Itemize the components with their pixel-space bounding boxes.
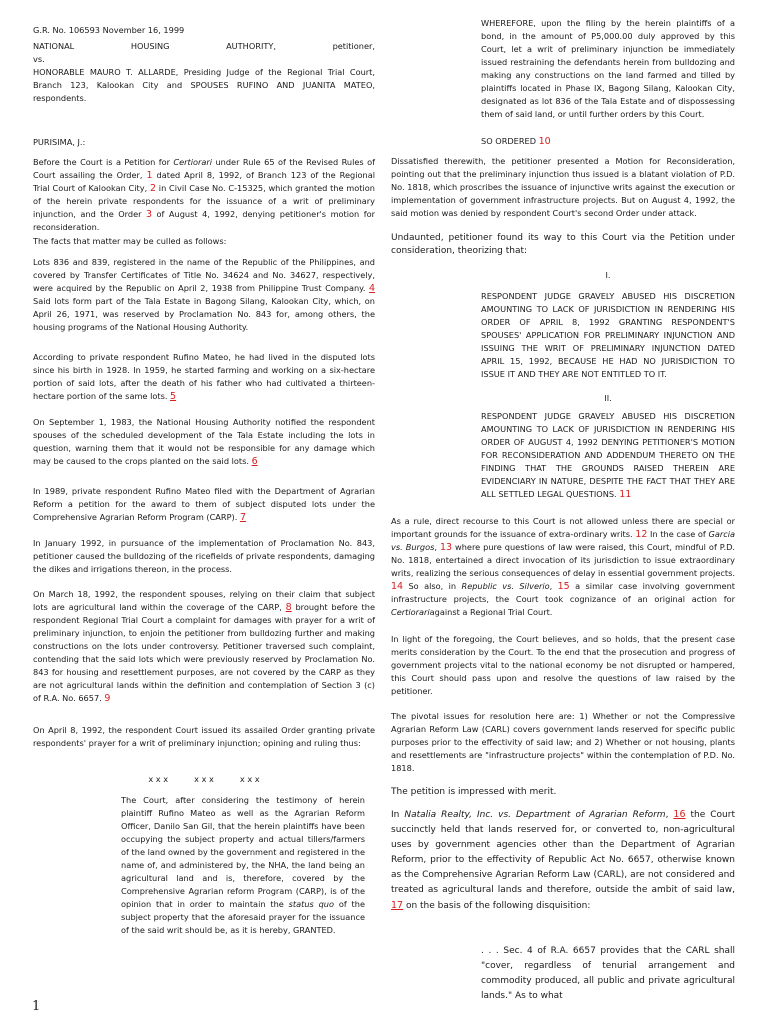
footnote-link[interactable]: 7 <box>239 512 246 523</box>
issue-statement: RESPONDENT JUDGE GRAVELY ABUSED HIS DISCRETION AMOUNTING TO LACK OF JURISDICTION IN RENDERING HIS ORDER OF APRIL 8, 1992 GRANTING RESPONDENT'S SPOUSES' APPLICATION FOR PRELIMINARY INJUNCTION AND ISSUING THE WRIT OF PRELIMINARY INJUNCTION DATED APRIL 15, 1992, BECAUSE HE HAD NO JURISDICTION TO ISSUE IT AND THEY ARE NOT ENTITLED TO IT. <box>481 291 735 379</box>
footnote-link[interactable]: 3 <box>146 209 153 220</box>
footnote-link[interactable]: 9 <box>104 693 111 704</box>
paragraph: The petition is impressed with merit. <box>391 787 557 797</box>
paragraph: On March 18, 1992, the respondent spouses, relying on their claim that subject lots are agricultural land within the coverage of the CARP, 8 brought before the respondent Regional Trial Court a complaint for damages with prayer for a writ of preliminary injunction, to enjoin the petitioner from bulldozing further and making constructions on the lots under controversy. Petitioner traversed such complaint, contending that the said lots which were previously reserved by Proclamation No. 843 for housing and resettlement purposes, are not covered by the CARP as they are not agricultural lands within the definition and contemplation of Section 3 (c) of R.A. No. 6657. 9 <box>33 589 375 704</box>
footnote-link[interactable]: 10 <box>538 136 551 147</box>
paragraph: The pivotal issues for resolution here are: 1) Whether or not the Compressive Agrarian Reform Law (CARL) covers government lands reserved for specific public purposes prior to the effectivity of said law; and 2) Whether or not housing, plants and resettlements are "infrastructure projects" within the contemplation of P.D. No. 1818. <box>391 711 735 773</box>
paragraph: In Natalia Realty, Inc. vs. Department of Agrarian Reform, 16 the Court succinctly held that lands reserved for, or converted to, non-agricultural uses by government agencies other than the Department of Agrarian Reform, prior to the effectivity of Republic Act No. 6657, otherwise known as the Comprehensive Agrarian Reform Law (CARL), are not considered and treated as agricultural lands and therefore, outside the ambit of said law, 17 on the basis of the following disquisition: <box>391 809 735 911</box>
paragraph: On September 1, 1983, the National Housing Authority notified the respondent spouses of the scheduled development of the Tala Estate including the lots in question, warning them that it would not be responsible for any damage which may be caused to the crops planted on the said lots. 6 <box>33 417 375 467</box>
versus: vs. <box>33 54 45 64</box>
petitioner-line: NATIONAL HOUSING AUTHORITY, petitioner, <box>33 41 375 51</box>
paragraph: In 1989, private respondent Rufino Mateo filed with the Department of Agrarian Reform a petition for the award to them of subject disputed lots under the Comprehensive Agrarian Reform Program (CARP). 7 <box>33 486 375 523</box>
block-quote: . . . Sec. 4 of R.A. 6657 provides that the CARL shall "cover, regardless of tenurial arrangement and commodity produced, all public and private agricultural lands." As to what <box>481 946 735 1001</box>
issue-number: I. <box>605 270 611 280</box>
paragraph: As a rule, direct recourse to this Court is not allowed unless there are special or important grounds for the issuance of extra-ordinary writs. 12 In the case of Garcia vs. Burgos, 13 where pure questions of law were raised, this Court, mindful of P.D. No. 1818, entertained a direct invocation of its jurisdiction to issue extraordinary writs, realizing the serious consequences of delay in essential government projects. 14 So also, in Republic vs. Silverio, 15 a similar case involving government infrastructure projects, the Court took cognizance of an original action for Certiorariagainst a Regional Trial Court. <box>391 516 735 617</box>
footnote-link[interactable]: 13 <box>439 542 453 553</box>
paragraph: Dissatisfied therewith, the petitioner presented a Motion for Reconsideration, pointing out that the preliminary injunction thus issued is a blatant violation of P.D. No. 1818, which proscribes the issuance of injunctive writs against the execution or implementation of government infrastructure projects. But on August 4, 1992, the said motion was denied by respondent Court's second Order under attack. <box>391 156 735 218</box>
paragraph: On April 8, 1992, the respondent Court issued its assailed Order granting private respondents' prayer for a writ of preliminary injunction; opining and ruling thus: <box>33 725 375 748</box>
paragraph: In light of the foregoing, the Court believes, and so holds, that the present case merits consideration by the Court. To the end that the prosecution and progress of government projects vital to the national economy be not disrupted or hampered, this Court should pass upon and resolve the questions of law raised by the petitioner. <box>391 634 735 696</box>
footnote-link[interactable]: 16 <box>673 809 686 820</box>
respondents-line: HONORABLE MAURO T. ALLARDE, Presiding Judge of the Regional Trial Court, Branch 123, Kalookan City and SPOUSES RUFINO AND JUANITA MATEO, respondents. <box>33 67 375 103</box>
footnote-link[interactable]: 17 <box>391 900 404 911</box>
footnote-link[interactable]: 11 <box>619 489 632 500</box>
footnote-link[interactable]: 14 <box>391 581 404 592</box>
ponente: PURISIMA, J.: <box>33 137 86 147</box>
paragraph: Lots 836 and 839, registered in the name of the Republic of the Philippines, and covered by Transfer Certificates of Title No. 34624 and No. 34627, respectively, were acquired by the Republic on April 2, 1938 from Philippine Trust Company. 4 Said lots form part of the Tala Estate in Bagong Silang, Kalookan City, which, on April 26, 1971, was reserved by Proclamation No. 843 for, among others, the housing programs of the National Housing Authority. <box>33 257 375 332</box>
ellipsis-separator: x x x x x x x x x <box>148 774 260 784</box>
page-number: 1 <box>32 999 41 1014</box>
paragraph: Before the Court is a Petition for Certiorari under Rule 65 of the Revised Rules of Court assailing the Order, 1 dated April 8, 1992, of Branch 123 of the Regional Trial Court of Kalookan City, 2 in Civil Case No. C-15325, which granted the motion of the herein private respondents for the issuance of a writ of preliminary injunction, and the Order 3 of August 4, 1992, denying petitioner's motion for reconsideration. <box>33 157 375 232</box>
case-number: G.R. No. 106593 November 16, 1999 <box>33 25 185 35</box>
block-quote: The Court, after considering the testimony of herein plaintiff Rufino Mateo as well as the Agrarian Reform Officer, Danilo San Gil, that the herein plaintiffs have been occupying the subject property and actual tillers/farmers of the land owned by the government and registered in the name of, and administered by, the NHA, the land being an agricultural land and is, therefore, covered by the Comprehensive Agrarian reform Program (CARP), is of the opinion that in order to maintain the status quo of the subject property that the aforesaid prayer for the issuance of the said writ should be, as it is hereby, GRANTED. <box>121 795 365 935</box>
footnote-link[interactable]: 12 <box>635 529 648 540</box>
paragraph: Undaunted, petitioner found its way to this Court via the Petition under consideration, theorizing that: <box>391 233 735 256</box>
paragraph: In January 1992, in pursuance of the implementation of Proclamation No. 843, petitioner caused the bulldozing of the ricefields of private respondents, damaging the dikes and irrigations thereon, in the process. <box>33 538 375 574</box>
issue-number: II. <box>604 393 612 403</box>
left-column <box>33 0 375 1024</box>
so-ordered: SO ORDERED 10 <box>481 136 551 147</box>
footnote-link[interactable]: 8 <box>285 602 292 613</box>
footnote-link[interactable]: 6 <box>251 456 258 467</box>
footnote-link[interactable]: 2 <box>149 183 157 194</box>
paragraph: According to private respondent Rufino Mateo, he had lived in the disputed lots since his birth in 1928. In 1959, he started farming and working on a six-hectare portion of said lots, after the death of his father who had cultivated a thirteen-hectare portion of the same lots. 5 <box>33 352 375 402</box>
footnote-link[interactable]: 1 <box>146 170 153 181</box>
footnote-link[interactable]: 4 <box>368 283 375 294</box>
block-quote: WHEREFORE, upon the filing by the herein plaintiffs of a bond, in the amount of P5,000.00 duly approved by this Court, let a writ of preliminary injunction be immediately issued restraining the defendants herein from bulldozing and making any constructions on the land farmed and tilled by plaintiffs located in Phase IX, Bagong Silang, Kalookan City, designated as lot 836 of the Tala Estate and of dispossessing them of said land, or until further orders by this Court. <box>481 18 735 119</box>
right-column <box>391 0 735 1024</box>
issue-statement: RESPONDENT JUDGE GRAVELY ABUSED HIS DISCRETION AMOUNTING TO LACK OF JURISDICTION IN RENDERING HIS ORDER OF AUGUST 4, 1992 DENYING PETITIONER'S MOTION FOR RECONSIDERATION AND ADDENDUM THERETO ON THE FINDING THAT THE GROUNDS RAISED THEREIN ARE EVIDENCIARY IN NATURE, DESPITE THE FACT THAT THEY ARE ALL SETTLED LEGAL QUESTIONS. 11 <box>481 411 735 500</box>
footnote-link[interactable]: 5 <box>170 391 177 402</box>
paragraph: The facts that matter may be culled as follows: <box>33 236 227 246</box>
footnote-link[interactable]: 15 <box>557 581 570 592</box>
